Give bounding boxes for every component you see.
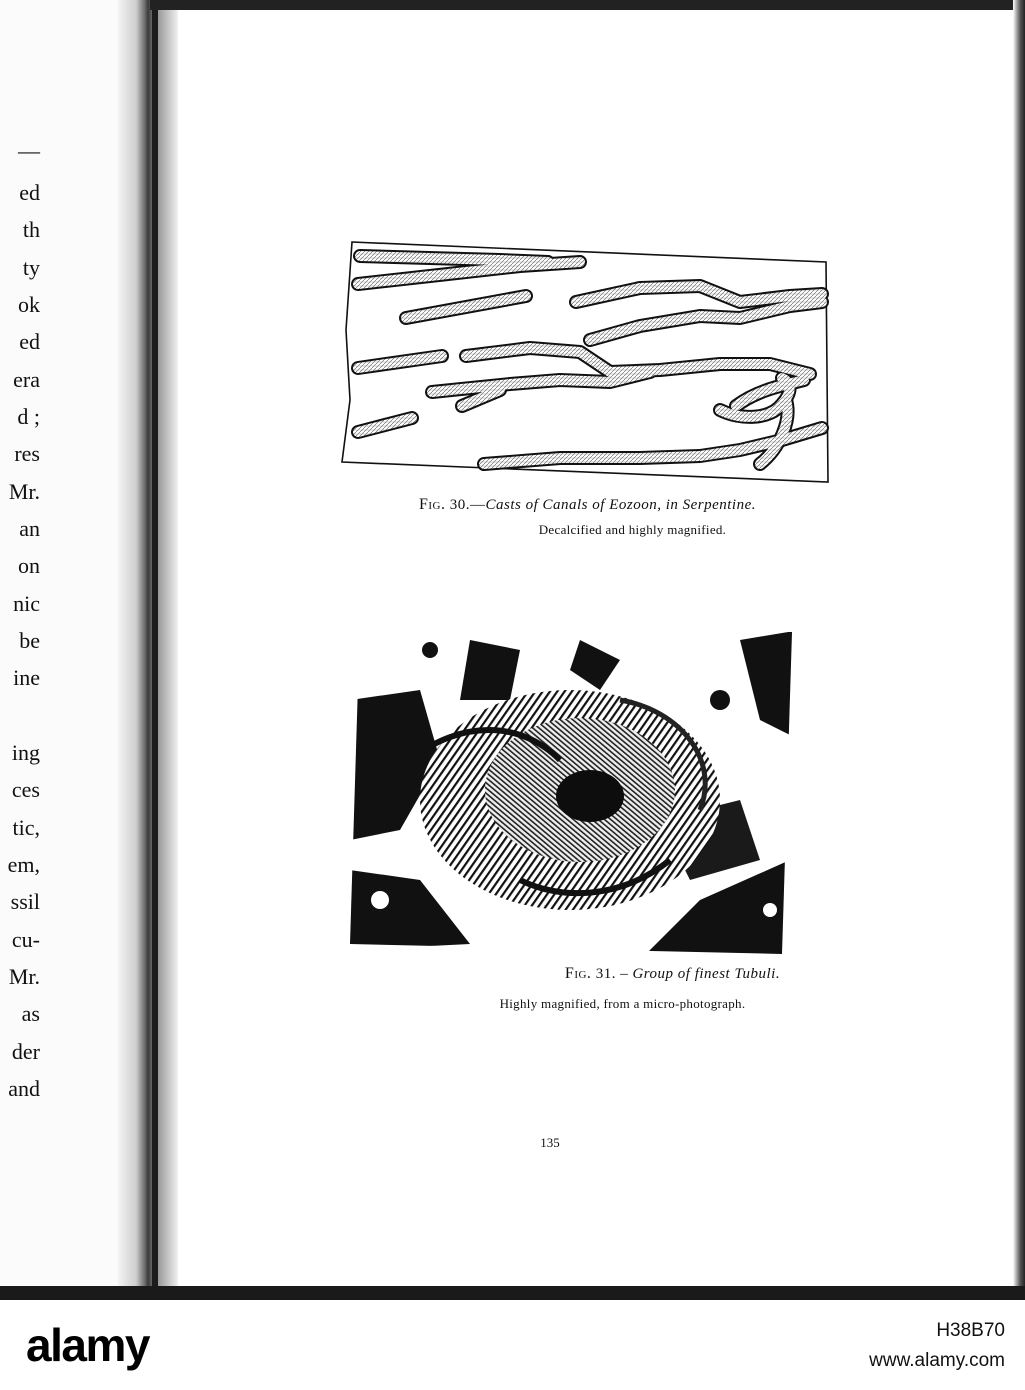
left-page-fragment: and	[8, 1076, 40, 1101]
left-page-fragment: ed	[19, 329, 40, 354]
image-id: H38B70	[936, 1320, 1005, 1341]
left-page-fragment: ty	[22, 255, 40, 280]
left-page-fragment: cu-	[11, 927, 40, 952]
figure-31-caption	[0, 965, 1025, 983]
left-page-fragment: on	[18, 553, 40, 578]
figure-31-title: Group of finest Tubuli.	[632, 966, 781, 982]
figure-31-dash: –	[615, 966, 629, 982]
left-page-fragment: der	[11, 1039, 40, 1064]
figure-30-title: Casts of Canals of Eozoon, in Serpentine.	[485, 497, 757, 513]
left-page-fragment: ssil	[10, 889, 40, 914]
alamy-logo: alamy	[26, 1319, 149, 1371]
left-page-fragment: ine	[13, 665, 40, 690]
figure-30-label-number: 30.	[449, 497, 470, 513]
figure-31-label-prefix: Fig.	[564, 965, 592, 982]
left-page-fragment: be	[19, 628, 40, 653]
left-page-fragment: ok	[18, 292, 40, 317]
left-page-fragment: nic	[13, 591, 40, 616]
bottom-edge-shadow	[0, 1286, 1025, 1300]
site-url: www.alamy.com	[869, 1350, 1005, 1371]
figure-31-subtitle: Highly magnified, from a micro-photograph.	[499, 996, 746, 1011]
left-page-fragment: Mr.	[8, 964, 40, 989]
left-page-fragment: an	[19, 516, 40, 541]
left-page-fragment: —	[18, 138, 40, 163]
left-page-fragment: ed	[19, 180, 40, 205]
figure-30-label-prefix: Fig.	[418, 496, 446, 513]
left-page-fragment: d ;	[17, 404, 40, 429]
left-page-fragment: tic,	[12, 815, 40, 840]
figure-31-label-number: 31.	[595, 966, 616, 982]
figure-30-dash: —	[470, 497, 486, 513]
left-page-fragment: ces	[11, 777, 40, 802]
left-page-fragment: era	[13, 367, 40, 392]
page-number: 135	[540, 1135, 560, 1150]
left-page-fragment: as	[21, 1001, 40, 1026]
left-page-fragment: ing	[11, 740, 40, 765]
left-page-fragment: th	[22, 217, 40, 242]
figure-30-subtitle: Decalcified and highly magnified.	[538, 522, 727, 537]
left-page-fragment: res	[14, 441, 40, 466]
left-page-fragment: em,	[7, 852, 40, 877]
left-page-fragment: Mr.	[8, 479, 40, 504]
watermark-footer	[0, 1300, 1025, 1390]
